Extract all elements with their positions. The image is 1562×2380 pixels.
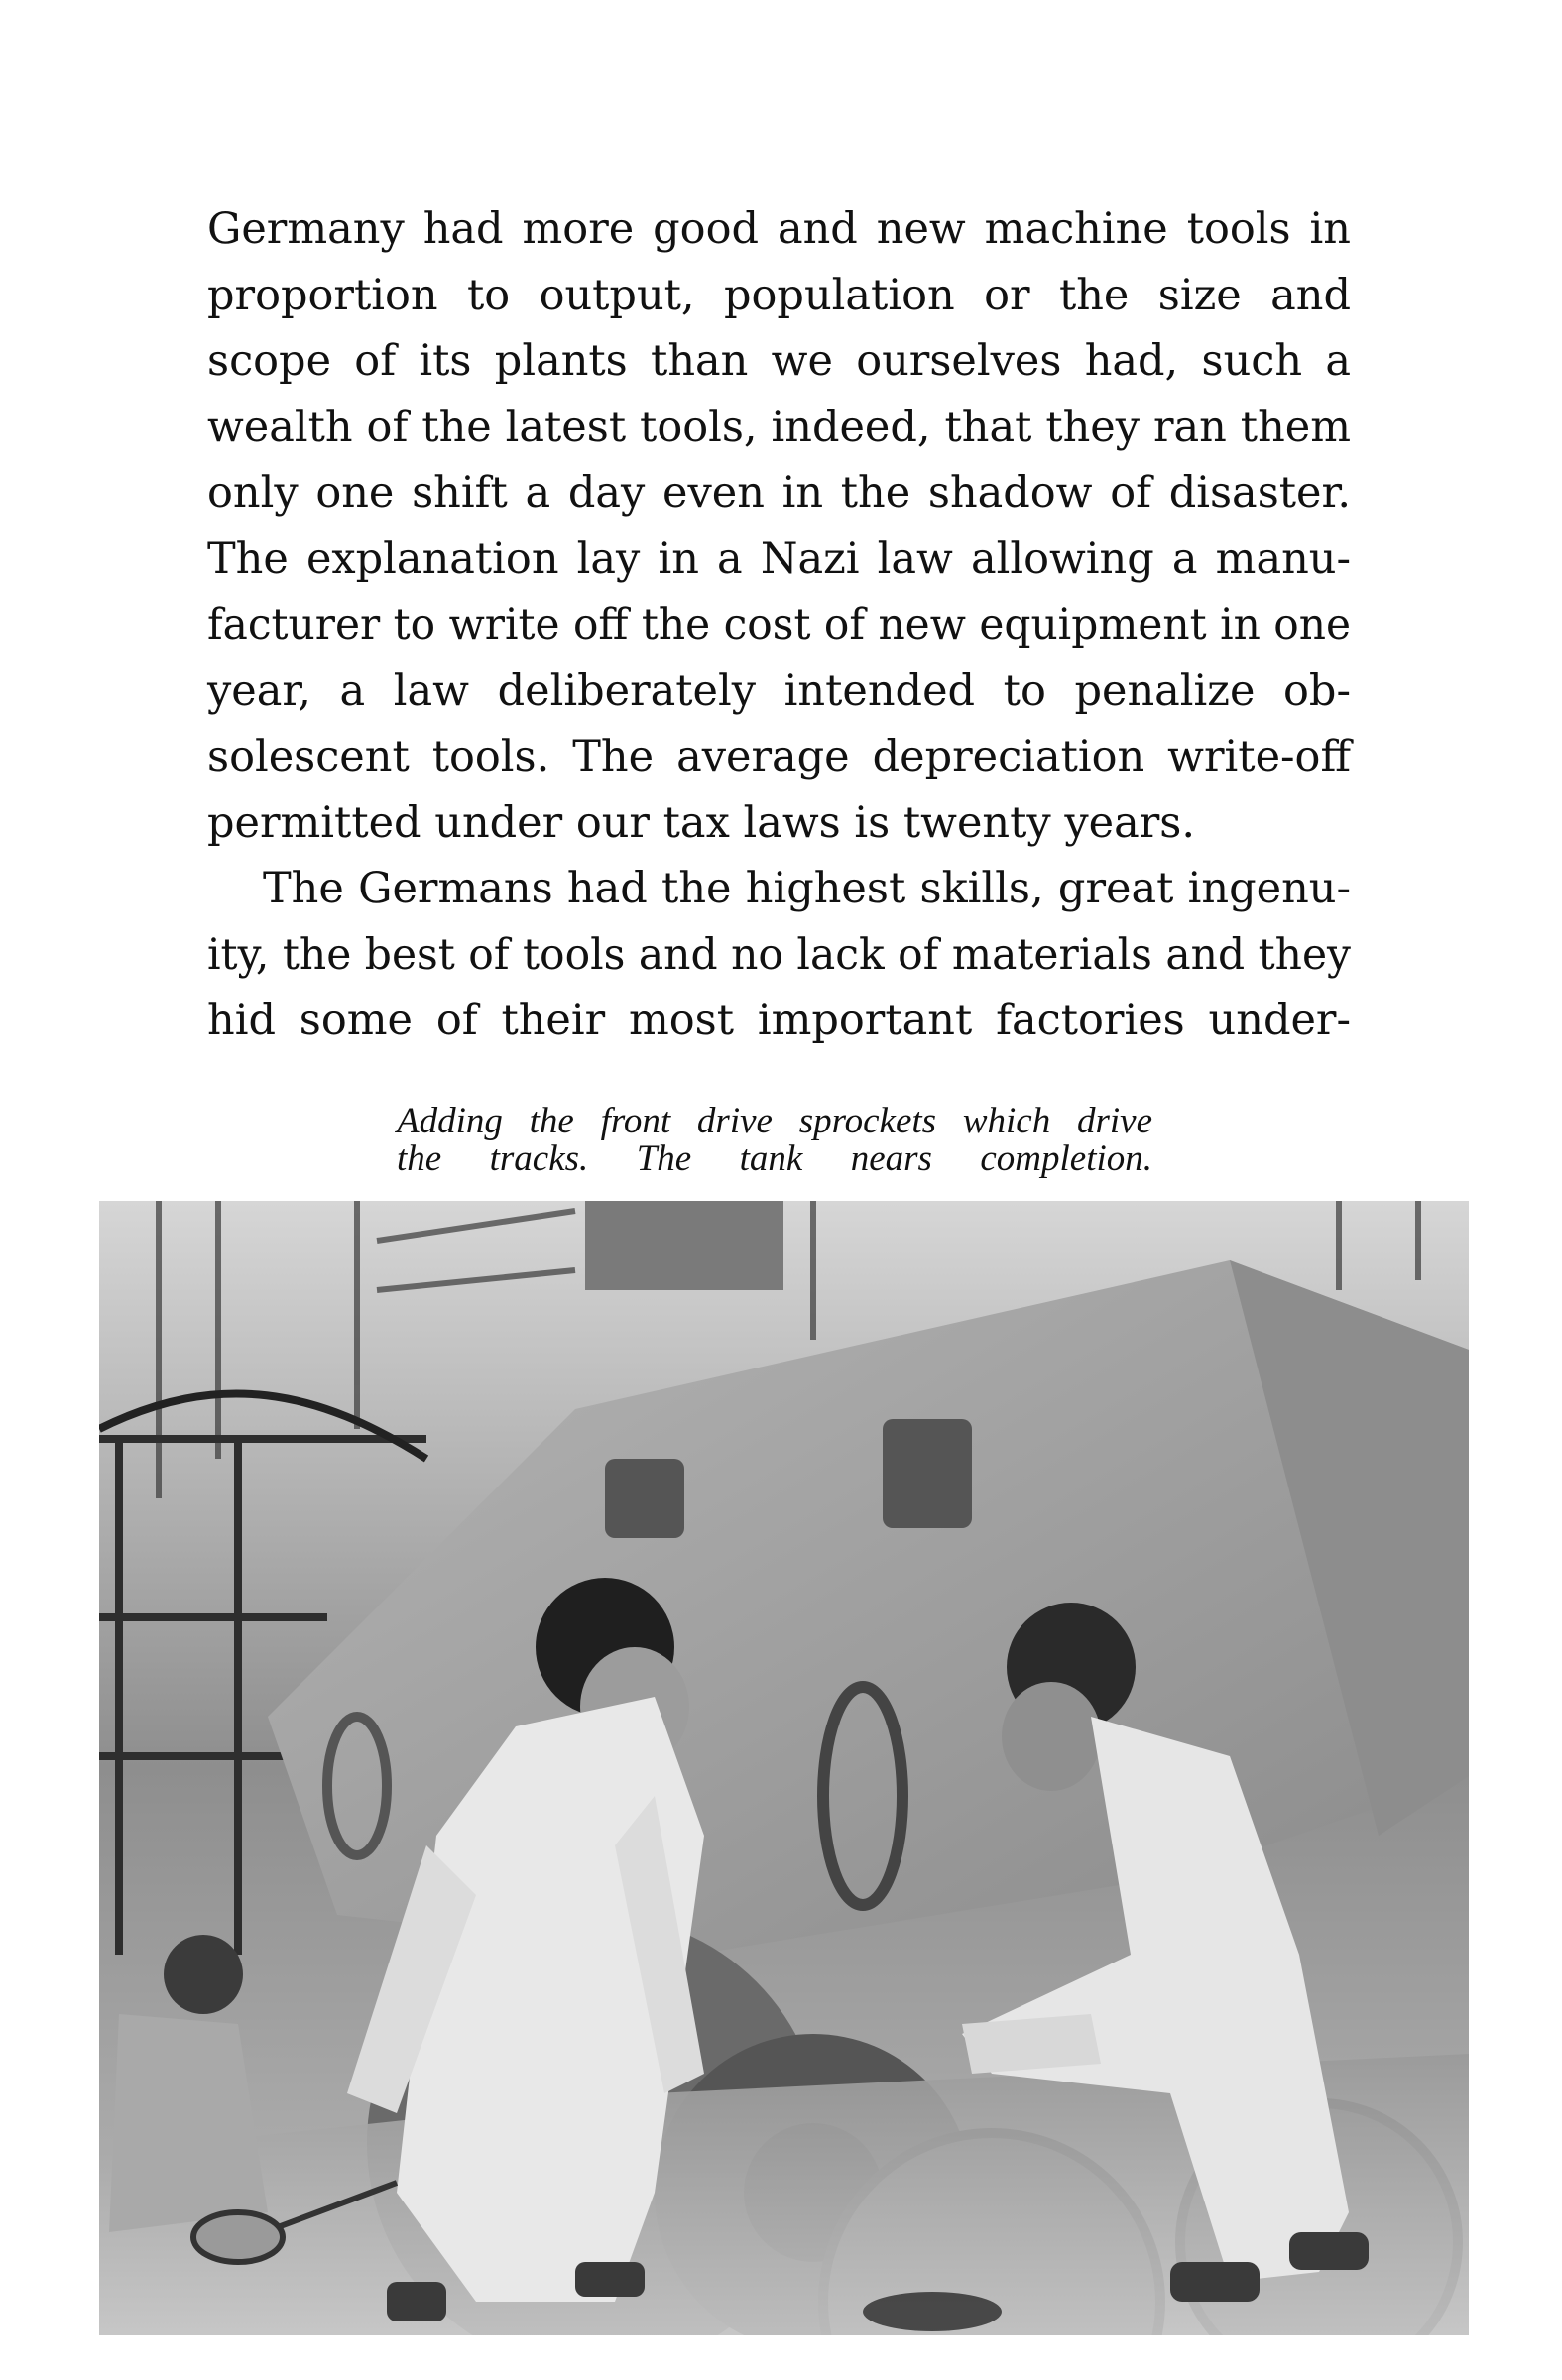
body-line: hid some of their most important factories under- — [207, 996, 1351, 1045]
caption-line: Adding the front drive sprockets which drive — [397, 1101, 1152, 1141]
body-line: permitted under our tax laws is twenty years. — [207, 797, 1196, 848]
paragraph-start-line: The Germans had the highest skills, great ingenu- — [263, 864, 1351, 913]
body-line: wealth of the latest tools, indeed, that they ran them — [207, 402, 1351, 452]
tank-assembly-photo — [99, 1201, 1469, 2335]
body-line: The explanation lay in a Nazi law allowing a manu- — [207, 534, 1351, 584]
body-line: ity, the best of tools and no lack of materials and they — [207, 929, 1351, 980]
photo-illustration — [99, 1201, 1469, 2335]
body-text — [207, 196, 1351, 1054]
body-line: scope of its plants than we ourselves had, such a — [207, 336, 1351, 386]
oil-stain — [863, 2292, 1002, 2331]
body-line: year, a law deliberately intended to penalize ob- — [207, 665, 1351, 716]
body-line: solescent tools. The average depreciation write-off — [207, 732, 1351, 781]
body-line: only one shift a day even in the shadow of disaster. — [207, 468, 1351, 518]
body-line: proportion to output, population or the size and — [207, 270, 1351, 320]
photo-caption — [397, 1103, 1152, 1178]
body-line: facturer to write off the cost of new equipment in one — [207, 600, 1351, 650]
body-line: Germany had more good and new machine tools in — [207, 204, 1351, 254]
exhaust-stack — [585, 1201, 783, 1290]
caption-line: the tracks. The tank nears completion. — [397, 1138, 1152, 1179]
